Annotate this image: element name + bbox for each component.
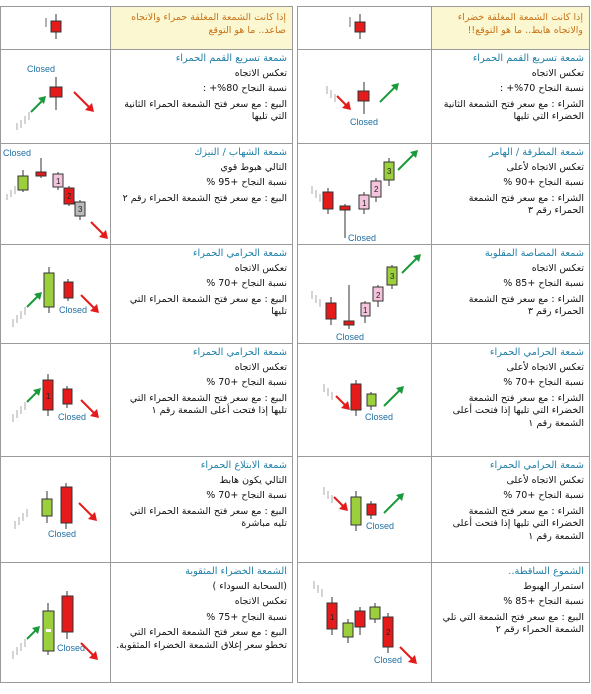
pattern-title: الشمعة الخضراء المثقوبة [185, 566, 287, 577]
closed-label: Closed [58, 412, 87, 422]
pattern-diagram [1, 344, 111, 457]
pattern-text [111, 144, 293, 245]
pattern-line: البيع : مع سعر فتح الشمعة الحمراء رقم ٢ [122, 192, 287, 204]
pattern-line: استمرار الهبوط [523, 580, 584, 592]
pattern-line: نسبة النجاح +70 % [206, 278, 287, 289]
pattern-text [432, 563, 590, 683]
arrow-up-icon [384, 389, 401, 406]
pattern-title: شمعة الشهاب / النيزك [194, 147, 287, 158]
pattern-diagram [298, 245, 432, 344]
pattern-diagram [1, 144, 111, 245]
table-row [1, 245, 293, 344]
left-header-text: إذا كانت الشمعة المغلقة حمراء والاتجاه صاعد.. ما هو التوقع [111, 7, 293, 50]
pattern-text [432, 457, 590, 563]
pattern-line: الشراء : مع سعر فتح الشمعة الحمراء رقم ٣ [468, 293, 584, 317]
pattern-line: التالي يكون هابط [219, 474, 287, 486]
pattern-line: البيع : مع سعر فتح الشمعة الحمراء التي تخطو سعر إغلاق الشمعة الخضراء المثقوبة. [116, 627, 287, 651]
pattern-line: البيع : مع سعر فتح الشمعة الحمراء التي تليها إذا فتحت أعلى الشمعة رقم ١ [129, 392, 287, 416]
pattern-title: شمعة الحرامي الحمراء [192, 248, 287, 259]
pattern-line: نسبة النجاح +70 % [206, 377, 287, 388]
pattern-diagram [1, 50, 111, 144]
pattern-line: البيع : مع سعر فتح الشمعة التي تلي الشمعة الحمراء رقم ٢ [442, 611, 584, 635]
pattern-line: الشراء : مع سعر فتح الشمعة الخضراء التي تليها إذا فتحت أعلى الشمعة رقم ١ [452, 392, 584, 429]
left-table [0, 6, 293, 683]
pattern-text [111, 245, 293, 344]
pattern-text [432, 50, 590, 144]
table-row [1, 144, 293, 245]
pattern-title: شمعة الحرامي الحمراء [489, 347, 584, 358]
pattern-diagram [298, 50, 432, 144]
pattern-line: نسبة النجاح +85 % [503, 596, 584, 607]
arrow-up-icon [380, 86, 396, 102]
closed-label: Closed [3, 148, 32, 158]
pattern-line: تعكس الاتجاه لأعلى [506, 361, 584, 373]
red-candle-icon [1, 9, 111, 43]
pattern-line: الشراء : مع سعر فتح الشمعة الخضراء التي تليها إذا فتحت أعلى الشمعة رقم ١ [452, 505, 584, 542]
pattern-diagram [298, 563, 432, 683]
pattern-line: نسبة النجاح +85 % [503, 278, 584, 289]
table-row [298, 344, 590, 457]
red-candle-icon [298, 9, 432, 43]
candle-number: 2 [386, 628, 391, 637]
pattern-line: تعكس الاتجاه [531, 67, 584, 79]
candle-number: 1 [362, 199, 367, 208]
candle-number: 1 [56, 177, 61, 186]
closed-label: Closed [374, 655, 403, 665]
pattern-line: نسبة النجاح +70 % [503, 377, 584, 388]
pattern-text [432, 144, 590, 245]
closed-label: Closed [336, 332, 365, 342]
pattern-line: نسبة النجاح 80%+ : [203, 83, 287, 94]
pattern-diagram [298, 144, 432, 245]
pattern-title: شمعة الابتلاع الحمراء [200, 460, 287, 471]
left-header-row [1, 7, 293, 50]
table-row [298, 245, 590, 344]
table-row [1, 50, 293, 144]
candle-number: 1 [46, 392, 51, 401]
closed-label: Closed [366, 521, 395, 531]
pattern-title: شمعة تسريع القمم الحمراء [175, 53, 287, 64]
right-table [297, 6, 590, 683]
closed-label: Closed [350, 117, 379, 127]
pattern-title: شمعة الحرامي الحمراء [489, 460, 584, 471]
pattern-line: تعكس الاتجاه [234, 361, 287, 373]
pattern-text [111, 563, 293, 683]
pattern-text [111, 50, 293, 144]
table-row [1, 563, 293, 683]
pattern-text [111, 457, 293, 563]
candle-number: 2 [374, 185, 379, 194]
table-row [298, 563, 590, 683]
pattern-line: تعكس الاتجاه لأعلى [506, 474, 584, 486]
right-header-text: إذا كانت الشمعة المغلقة خضراء والاتجاه هابط.. ما هو التوقع!! [432, 7, 590, 50]
pattern-line: تعكس الاتجاه [234, 596, 287, 607]
candle-number: 2 [67, 192, 72, 201]
pattern-line: تعكس الاتجاه لأعلى [506, 161, 584, 173]
pattern-line: تعكس الاتجاه [531, 262, 584, 274]
pattern-title: شمعة المطرقة / الهامر [488, 147, 584, 158]
pattern-line: تعكس الاتجاه [234, 67, 287, 79]
pattern-title: شمعة الحرامي الحمراء [192, 347, 287, 358]
pattern-title: الشموع الساقطة.. [508, 566, 584, 577]
pattern-title: شمعة المصاصة المقلوبة [484, 248, 584, 259]
closed-label: Closed [59, 305, 88, 315]
pattern-line: (السحابة السوداء ) [212, 580, 287, 592]
candle-number: 3 [387, 167, 392, 176]
pattern-line: التالي هبوط قوي [220, 161, 287, 173]
arrow-up-icon [384, 496, 401, 513]
arrow-down-icon [74, 92, 91, 109]
right-header-row [298, 7, 590, 50]
table-row [1, 344, 293, 457]
pattern-diagram [298, 344, 432, 457]
pattern-title: شمعة تسريع القمم الحمراء [472, 53, 584, 64]
arrow-up-icon [398, 153, 415, 170]
pattern-diagram [1, 563, 111, 683]
candle-number: 1 [363, 306, 368, 315]
pattern-diagram [1, 245, 111, 344]
candle-number: 3 [390, 272, 395, 281]
pattern-line: نسبة النجاح +70 % [206, 490, 287, 501]
table-row [298, 144, 590, 245]
pattern-line: نسبة النجاح +75 % [206, 611, 287, 623]
closed-label: Closed [48, 529, 77, 539]
pattern-line: نسبة النجاح +95 % [206, 177, 287, 188]
closed-label: Closed [27, 64, 56, 74]
pattern-line: البيع : مع سعر فتح الشمعة الحمراء التي تليه مباشرة [129, 505, 287, 529]
arrow-up-icon [402, 257, 418, 273]
pattern-line: البيع : مع سعر فتح الشمعة الحمراء الثانية التي تليها [124, 98, 287, 122]
pattern-text [432, 245, 590, 344]
pattern-line: نسبة النجاح +90 % [503, 177, 584, 188]
pattern-line: تعكس الاتجاه [234, 262, 287, 274]
closed-label: Closed [348, 233, 377, 243]
table-row [298, 457, 590, 563]
red-candle-icon [50, 87, 62, 97]
pattern-text [111, 344, 293, 457]
closed-label: Closed [365, 412, 394, 422]
pattern-diagram [298, 457, 432, 563]
table-row [1, 457, 293, 563]
pattern-text [432, 344, 590, 457]
candle-number: 1 [330, 613, 335, 622]
pattern-line: نسبة النجاح 70%+ : [500, 83, 584, 94]
closed-label: Closed [57, 643, 86, 653]
candle-number: 3 [78, 205, 83, 214]
pattern-line: الشراء : مع سعر فتح الشمعة الحمراء رقم ٣ [468, 192, 584, 216]
pattern-diagram [1, 457, 111, 563]
pattern-line: نسبة النجاح +70 % [503, 490, 584, 501]
candle-number: 2 [376, 291, 381, 300]
pattern-line: الشراء : مع سعر فتح الشمعة الثانية الخضراء التي تليها [443, 98, 584, 122]
table-row [298, 50, 590, 144]
pattern-line: البيع : مع سعر فتح الشمعة الحمراء التي تليها [129, 293, 287, 317]
left-header-icon-cell [1, 7, 111, 50]
right-header-icon-cell [298, 7, 432, 50]
